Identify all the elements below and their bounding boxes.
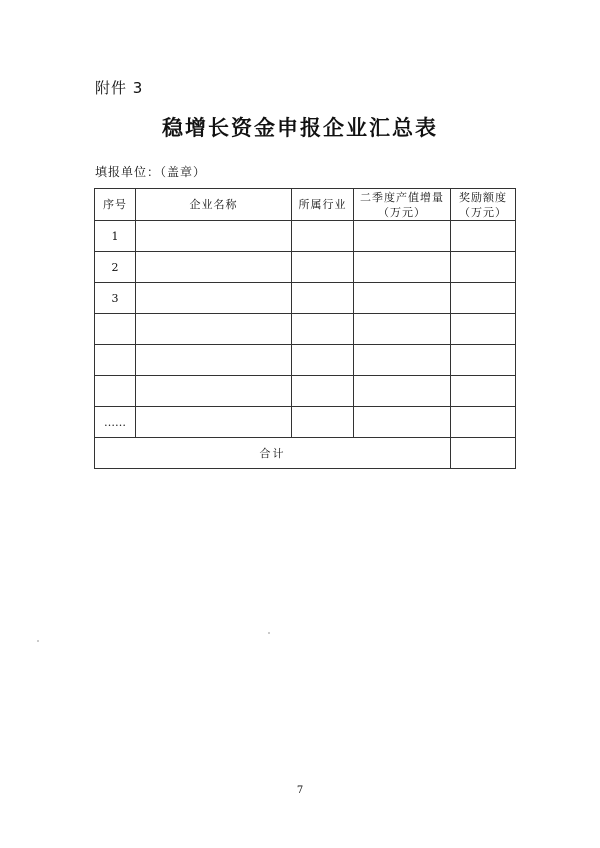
cell-seq: [95, 376, 136, 407]
header-reward-amount-unit: （万元）: [459, 205, 507, 219]
header-seq-label: 序号: [103, 198, 127, 211]
page-title: 稳增长资金申报企业汇总表: [162, 116, 438, 140]
table-row: [95, 252, 516, 283]
cell-company-name: [136, 376, 292, 407]
cell-output-increase: [354, 376, 451, 407]
cell-industry: [292, 283, 354, 314]
header-seq: [95, 189, 136, 221]
total-value: [451, 438, 516, 469]
cell-seq: [95, 345, 136, 376]
header-output-increase: [354, 189, 451, 221]
table-header-row: [95, 189, 516, 221]
table-row: [95, 345, 516, 376]
cell-company-name: [136, 345, 292, 376]
cell-industry: [292, 376, 354, 407]
cell-reward-amount: [451, 252, 516, 283]
table-row: [95, 407, 516, 438]
cell-output-increase: [354, 252, 451, 283]
cell-output-increase: [354, 345, 451, 376]
cell-seq: ……: [95, 407, 136, 438]
attachment-label: 附件 3: [95, 79, 144, 97]
total-label: 合计: [95, 438, 451, 469]
cell-output-increase: [354, 407, 451, 438]
cell-seq: 1: [95, 221, 136, 252]
header-industry-label: 所属行业: [298, 198, 347, 211]
cell-company-name: [136, 221, 292, 252]
cell-reward-amount: [451, 283, 516, 314]
cell-seq: [95, 314, 136, 345]
cell-reward-amount: [451, 376, 516, 407]
table-row: [95, 221, 516, 252]
header-output-increase-unit: （万元）: [378, 205, 426, 219]
cell-company-name: [136, 314, 292, 345]
cell-industry: [292, 407, 354, 438]
cell-company-name: [136, 252, 292, 283]
cell-industry: [292, 314, 354, 345]
table-row: [95, 283, 516, 314]
cell-output-increase: [354, 283, 451, 314]
cell-reward-amount: [451, 407, 516, 438]
header-industry: [292, 189, 354, 221]
cell-company-name: [136, 283, 292, 314]
scan-speck: [37, 640, 39, 642]
cell-reward-amount: [451, 314, 516, 345]
table-total-row: [95, 438, 516, 469]
header-output-increase-label: 二季度产值增量: [360, 190, 444, 204]
cell-seq: 2: [95, 252, 136, 283]
cell-seq: 3: [95, 283, 136, 314]
summary-table: [94, 188, 516, 469]
header-reward-amount: [451, 189, 516, 221]
cell-industry: [292, 345, 354, 376]
reporting-unit-label: 填报单位：（盖章）: [95, 165, 207, 179]
cell-reward-amount: [451, 345, 516, 376]
cell-output-increase: [354, 221, 451, 252]
cell-industry: [292, 221, 354, 252]
header-reward-amount-label: 奖励额度: [459, 190, 507, 204]
header-company-name: [136, 189, 292, 221]
cell-industry: [292, 252, 354, 283]
scan-speck: [268, 632, 270, 634]
header-company-name-label: 企业名称: [189, 198, 238, 211]
cell-reward-amount: [451, 221, 516, 252]
table-row: [95, 314, 516, 345]
cell-company-name: [136, 407, 292, 438]
cell-output-increase: [354, 314, 451, 345]
table-row: [95, 376, 516, 407]
page-number: 7: [296, 785, 304, 796]
